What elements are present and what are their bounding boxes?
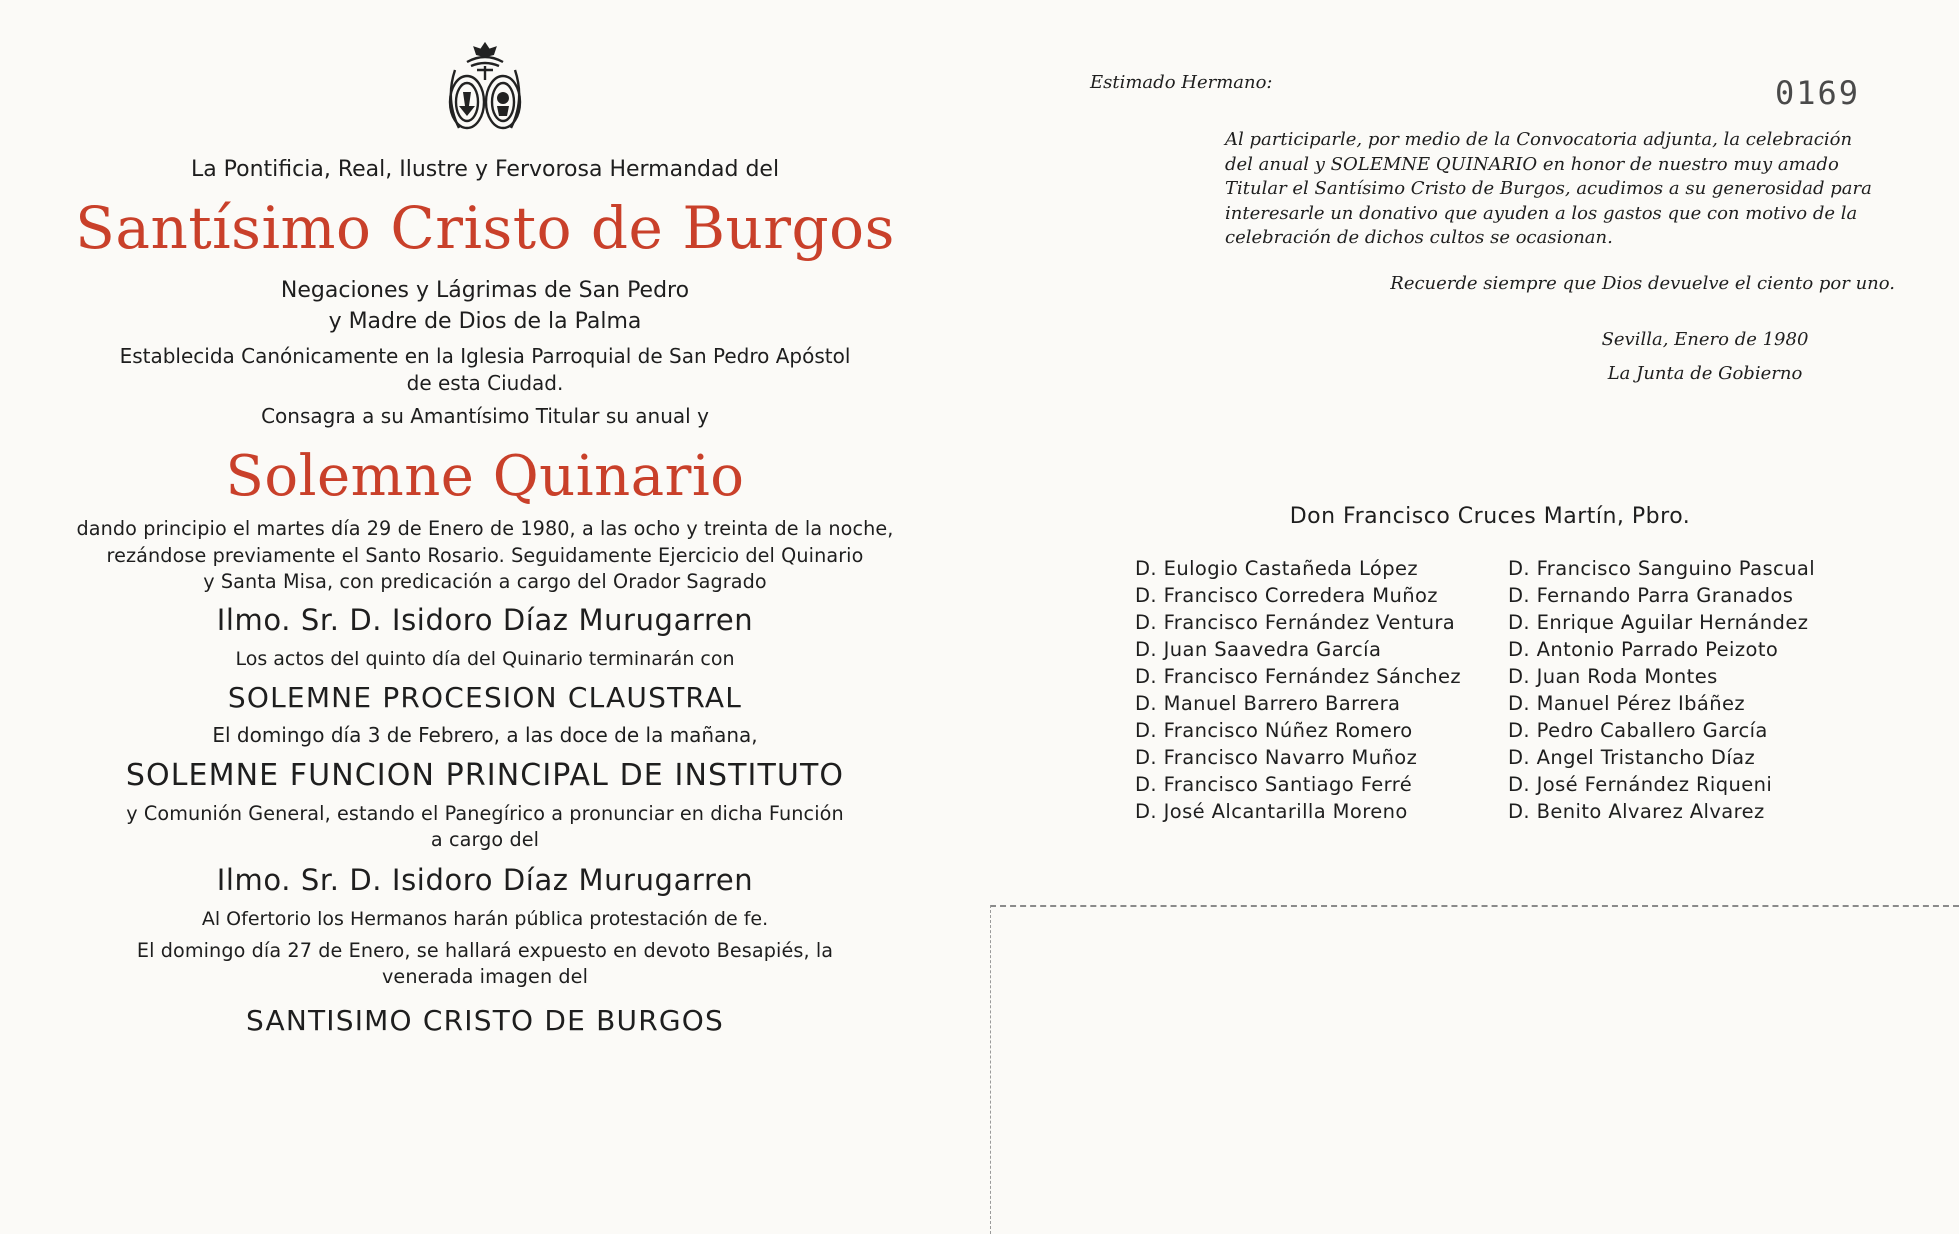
offertory-line: Al Ofertorio los Hermanos harán pública protestación de fe.	[201, 907, 769, 930]
list-item: D. Eulogio Castañeda López	[1135, 557, 1419, 580]
besapies-line-2: venerada imagen del	[381, 965, 589, 988]
letter-paragraph	[1225, 128, 1895, 251]
list-item: D. Pedro Caballero García	[1508, 719, 1768, 742]
list-item: D. Manuel Pérez Ibáñez	[1508, 692, 1746, 715]
start-line-1: dando principio el martes día 29 de Enero de 1980, a las ocho y treinta de la noche,	[76, 517, 894, 540]
list-item: D. Francisco Santiago Ferré	[1135, 773, 1413, 796]
paragraph-line: del anual y SOLEMNE QUINARIO en honor de nuestro muy amado	[1225, 153, 1839, 175]
perforation-line	[990, 905, 1959, 907]
brotherhood-line: La Pontificia, Real, Ilustre y Fervorosa Hermandad del	[190, 157, 780, 182]
besapies-line-1: El domingo día 27 de Enero, se hallará expuesto en devoto Besapiés, la	[136, 938, 834, 962]
signature-block	[1540, 323, 1870, 391]
greeting: Estimado Hermano:	[1090, 72, 1273, 93]
paragraph-line: celebración de dichos cultos se ocasionan.	[1225, 227, 1613, 248]
procession-title: SOLEMNE PROCESION CLAUSTRAL	[227, 680, 743, 714]
spiritual-director: Don Francisco Cruces Martín, Pbro.	[1289, 504, 1691, 529]
list-item: D. Manuel Barrero Barrera	[1135, 692, 1401, 715]
established-line-1: Establecida Canónicamente en la Iglesia Parroquial de San Pedro Apóstol	[119, 344, 851, 368]
paragraph-line: interesarle un donativo que ayuden a los gastos que con motivo de la	[1225, 202, 1858, 224]
fold-line	[990, 905, 992, 1234]
start-line-2: rezándose previamente el Santo Rosario. Seguidamente Ejercicio del Quinario	[106, 543, 864, 567]
list-item: D. Francisco Corredera Muñoz	[1135, 584, 1438, 607]
established-line-2: de esta Ciudad.	[406, 371, 564, 395]
communion-line-2: a cargo del	[430, 828, 540, 851]
list-item: D. José Alcantarilla Moreno	[1135, 800, 1408, 823]
serial-number: 0169	[1775, 74, 1861, 112]
paragraph-line: Al participarle, por medio de la Convocatoria adjunta, la celebración	[1225, 129, 1853, 150]
list-item: D. Juan Saavedra García	[1135, 638, 1382, 661]
list-item: D. Francisco Núñez Romero	[1135, 719, 1413, 742]
paragraph-line: Titular el Santísimo Cristo de Burgos, acudimos a su generosidad para	[1225, 178, 1872, 199]
quinario-title: Solemne Quinario	[225, 444, 745, 509]
brotherhood-title: Santísimo Cristo de Burgos	[75, 194, 895, 262]
list-item: D. Antonio Parrado Peizoto	[1508, 638, 1779, 661]
main-function-title: SOLEMNE FUNCION PRINCIPAL DE INSTITUTO	[125, 757, 845, 793]
list-item: D. Francisco Fernández Sánchez	[1135, 665, 1461, 688]
speaker-name-1: Ilmo. Sr. D. Isidoro Díaz Murugarren	[216, 602, 754, 637]
signature: La Junta de Gobierno	[1607, 363, 1803, 384]
start-line-3: y Santa Misa, con predicación a cargo del Orador Sagrado	[203, 570, 767, 593]
members-column-2	[1508, 555, 1815, 825]
speaker-name-2: Ilmo. Sr. D. Isidoro Díaz Murugarren	[216, 862, 754, 897]
consagra-line: Consagra a su Amantísimo Titular su anual y	[261, 404, 709, 428]
sunday-feb-line: El domingo día 3 de Febrero, a las doce de la mañana,	[212, 722, 758, 747]
place-date: Sevilla, Enero de 1980	[1601, 329, 1809, 350]
list-item: D. Francisco Navarro Muñoz	[1135, 746, 1418, 769]
list-item: D. Francisco Fernández Ventura	[1135, 611, 1456, 634]
brotherhood-crest-icon	[437, 40, 533, 140]
closing-title: SANTISIMO CRISTO DE BURGOS	[246, 1003, 724, 1037]
communion-line-1: y Comunión General, estando el Panegírico a pronunciar en dicha Función	[126, 801, 844, 825]
subtitle-line-1: Negaciones y Lágrimas de San Pedro	[280, 278, 690, 303]
list-item: D. Angel Tristancho Díaz	[1508, 746, 1756, 769]
subtitle-line-2: y Madre de Dios de la Palma	[328, 309, 642, 334]
list-item: D. Juan Roda Montes	[1508, 665, 1718, 688]
list-item: D. Enrique Aguilar Hernández	[1508, 611, 1809, 634]
list-item: D. Fernando Parra Granados	[1508, 584, 1794, 607]
convocation-panel	[60, 40, 910, 1041]
fifth-day-line: Los actos del quinto día del Quinario terminarán con	[235, 647, 735, 670]
list-item: D. Francisco Sanguino Pascual	[1508, 557, 1816, 580]
reminder-line: Recuerde siempre que Dios devuelve el ciento por uno.	[1390, 273, 1895, 294]
list-item: D. Benito Alvarez Alvarez	[1508, 800, 1765, 823]
members-column-1	[1135, 555, 1461, 825]
list-item: D. José Fernández Riqueni	[1508, 773, 1773, 796]
